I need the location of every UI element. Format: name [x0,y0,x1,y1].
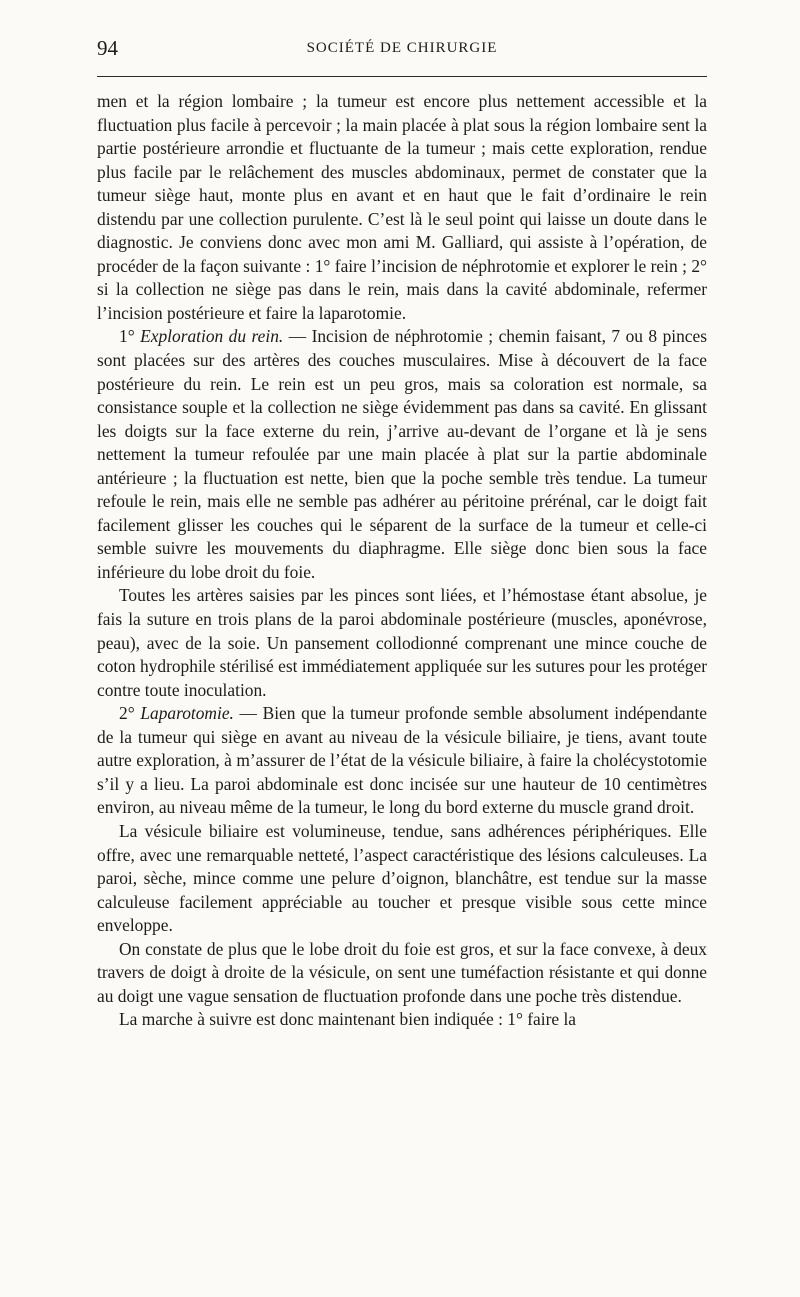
paragraph-lobe-droit [97,938,707,1009]
page-number: 94 [97,36,118,60]
paragraph-laparotomie [97,702,707,820]
running-title: SOCIÉTÉ DE CHIRURGIE [306,40,498,56]
paragraph-marche-a-suivre [97,1008,707,1032]
paragraph-text: men et la région lombaire ; la tumeur est encore plus nettement accessible et la fluctuation plus facile à percevoir ; la main placée à plat sous la région lombaire sent la partie postérieure arrondie et fluctuante de la tumeur ; mais cette exploration, rendue plus facile par le relâchement des muscles abdominaux, permet de constater que la tumeur siège haut, monte plus en avant et en haut que le fait d’ordinaire le rein distendu par une collection purulente. C’est là le seul point qui laisse un doute dans le diagnostic. Je conviens donc avec mon ami M. Galliard, qui assiste à l’opération, de procéder de la façon suivante : 1° faire l’incision de néphrotomie et explorer le rein ; 2° si la collection ne siège pas dans le rein, mais dans la cavité abdominale, refermer l’incision postérieure et faire la laparotomie. [97,91,707,323]
body-text [97,90,707,1032]
paragraph-text: Toutes les artères saisies par les pinces sont liées, et l’hémostase étant absolue, je fais la suture en trois plans de la paroi abdominale postérieure (muscles, aponévrose, peau), avec de la soie. Un pansement collodionné comprenant une mince couche de coton hydrophile stérilisé est immédiatement appliquée sur les sutures pour les protéger contre toute inoculation. [97,585,707,700]
paragraph-vesicule-biliaire [97,820,707,938]
section-heading: Exploration du rein. [140,326,284,347]
paragraph-continuation [97,90,707,325]
page-header [97,36,707,60]
paragraph-text: La vésicule biliaire est volumineuse, tendue, sans adhérences périphériques. Elle offre, avec une remarquable netteté, l’aspect caractéristique des lésions calculeuses. La paroi, sèche, mince comme une pelure d’oignon, blanchâtre, est tendue sur la masse calculeuse facilement appréciable au toucher et presque visible sous cette mince enveloppe. [97,820,707,936]
paragraph-text: La marche à suivre est donc maintenant bien indiquée : 1° faire la [119,1009,576,1030]
section-heading: Laparotomie. [140,703,234,724]
paragraph-text: — Bien que la tumeur profonde semble absolument indépendante de la tumeur qui siège en avant au niveau de la vésicule biliaire, je tiens, avant toute autre exploration, à m’assurer de l’état de la vésicule biliaire, à faire la cholécystotomie s’il y a lieu. La paroi abdominale est donc incisée sur une hauteur de 10 centimètres environ, au niveau même de la tumeur, le long du bord externe du muscle grand droit. [97,703,707,818]
section-number: 1° [119,326,141,347]
paragraph-exploration-du-rein [97,325,707,584]
paragraph-text: On constate de plus que le lobe droit du foie est gros, et sur la face convexe, à deux travers de doigt à droite de la vésicule, on sent une tuméfaction résistante et qui donne au doigt une vague sensation de fluctuation profonde dans une poche très distendue. [97,938,707,1006]
section-number: 2° [119,703,141,724]
paragraph-text: — Incision de néphrotomie ; chemin faisant, 7 ou 8 pinces sont placées sur des artères des couches musculaires. Mise à découvert de la face postérieure du rein. Le rein est un peu gros, mais sa coloration est normale, sa consistance souple et la collection ne siège évidemment pas dans sa cavité. En glissant les doigts sur la face externe du rein, j’arrive au-devant de l’organe et là je sens nettement la tumeur refoulée par une main placée à plat sur la partie abdominale antérieure ; la fluctuation est nette, bien que la poche semble très tendue. La tumeur refoule le rein, mais elle ne semble pas adhérer au péritoine prérénal, car le doigt fait facilement glisser les couches qui le séparent de la surface de la tumeur et celle-ci semble suivre les mouvements du diaphragme. Elle siège donc bien sous la face inférieure du lobe droit du foie. [97,326,708,582]
paragraph-hemostase [97,584,707,702]
header-rule [97,76,707,77]
